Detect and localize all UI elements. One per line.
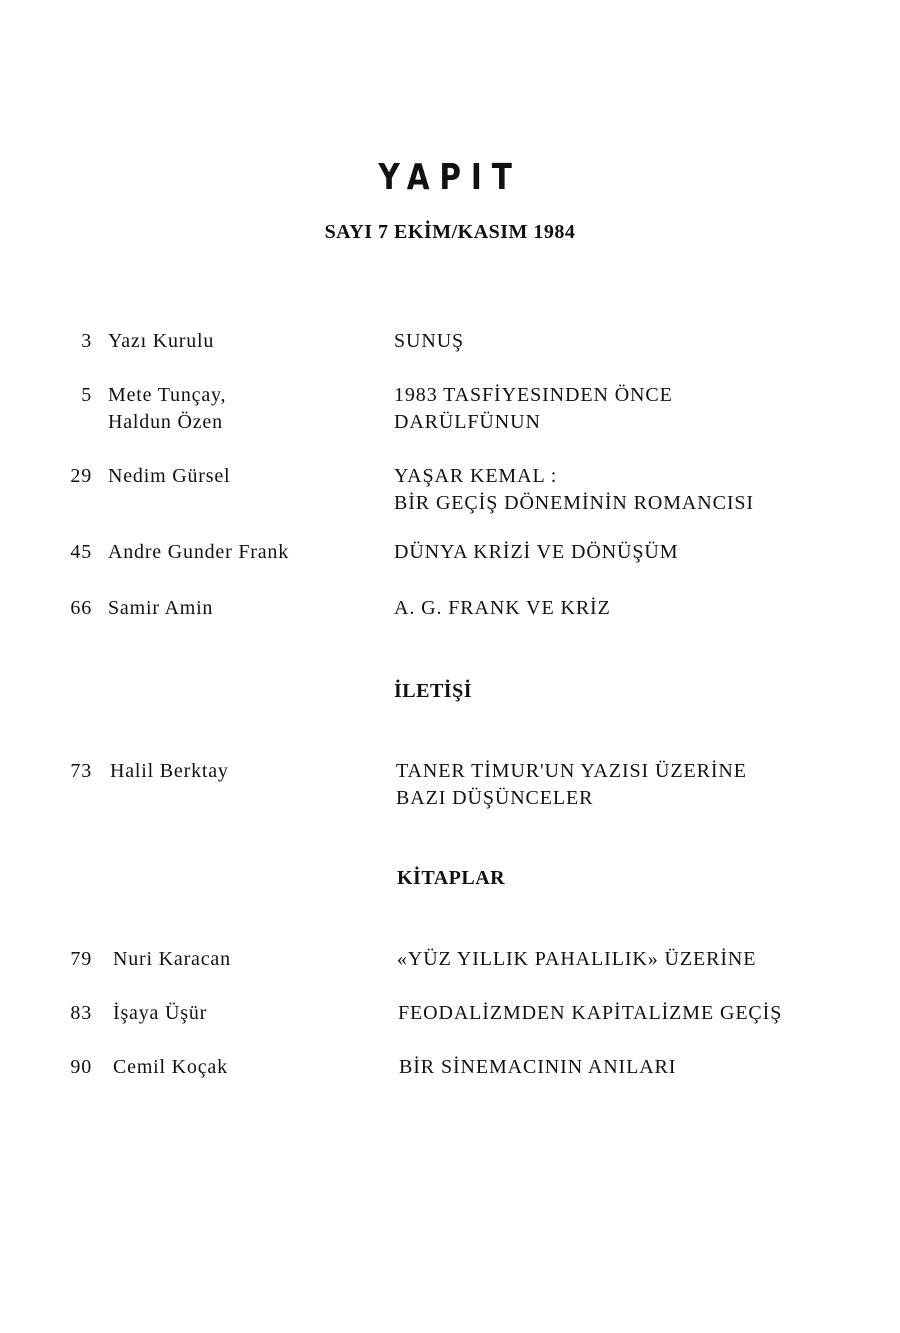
issue-line: SAYI 7 EKİM/KASIM 1984 [324,221,576,243]
author-name: Samir Amin [108,597,214,619]
page-number: 66 [70,597,92,619]
page-number: 83 [70,1002,92,1024]
page-number: 90 [70,1056,92,1078]
article-title: DÜNYA KRİZİ VE DÖNÜŞÜM [394,541,679,563]
article-title: FEODALİZMDEN KAPİTALİZME GEÇİŞ [398,1002,783,1024]
journal-title: YAPIT [378,157,522,198]
author-name: Halil Berktay [110,760,229,782]
article-title: SUNUŞ [394,330,465,352]
author-name: Andre Gunder Frank [108,541,290,563]
article-title: YAŞAR KEMAL : BİR GEÇİŞ DÖNEMİNİN ROMANCISI [394,465,754,514]
article-title: BİR SİNEMACININ ANILARI [399,1056,677,1078]
section-heading-books: KİTAPLAR [397,867,506,889]
author-name: Cemil Koçak [113,1056,228,1078]
author-name: Mete Tunçay, Haldun Özen [108,384,227,433]
author-name: Nedim Gürsel [108,465,231,487]
author-name: İşaya Üşür [113,1002,208,1024]
section-heading-correspondence: İLETİŞİ [394,680,472,702]
page-number: 79 [70,948,92,970]
page-number: 73 [70,760,92,782]
author-name: Yazı Kurulu [108,330,215,352]
author-name: Nuri Karacan [113,948,231,970]
page-number: 29 [70,465,92,487]
page-number: 45 [70,541,92,563]
article-title: TANER TİMUR'UN YAZISI ÜZERİNE BAZI DÜŞÜNCELER [396,760,747,809]
page-number: 3 [81,330,92,352]
article-title: 1983 TASFİYESINDEN ÖNCE DARÜLFÜNUN [394,384,673,433]
article-title: «YÜZ YILLIK PAHALILIK» ÜZERİNE [397,948,757,970]
article-title: A. G. FRANK VE KRİZ [394,597,611,619]
page-number: 5 [81,384,92,406]
